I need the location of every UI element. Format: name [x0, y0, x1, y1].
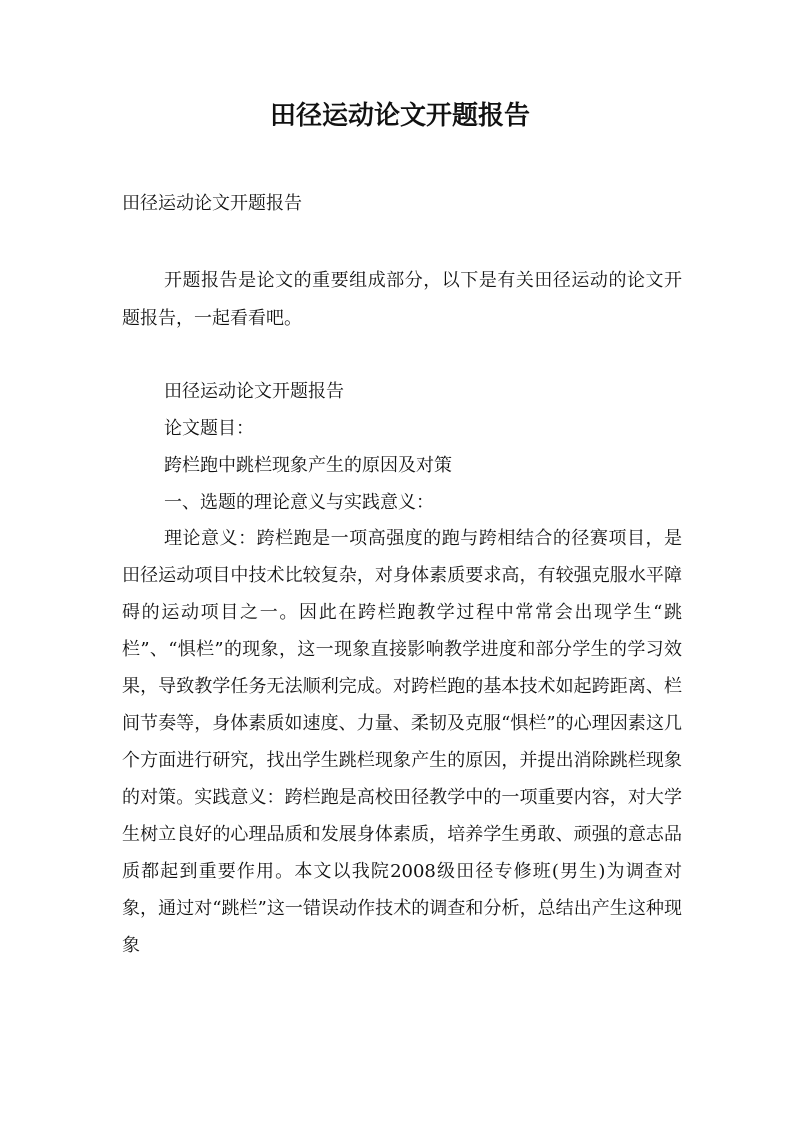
- document-subtitle: 田径运动论文开题报告: [122, 193, 302, 214]
- intro-paragraph: 开题报告是论文的重要组成部分，以下是有关田径运动的论文开题报告，一起看看吧。: [122, 270, 682, 329]
- heading-lines: [122, 373, 682, 521]
- section-line: 田径运动论文开题报告: [164, 381, 344, 402]
- section-heading: 一、选题的理论意义与实践意义：: [164, 492, 434, 513]
- thesis-title-label: 论文题目：: [164, 418, 254, 439]
- document-title: 田径运动论文开题报告: [269, 101, 530, 131]
- thesis-title: 跨栏跑中跳栏现象产生的原因及对策: [164, 455, 452, 476]
- significance-paragraph: 理论意义：跨栏跑是一项高强度的跑与跨相结合的径赛项目，是田径运动项目中技术比较复杂，对身体素质要求高，有较强克服水平障碍的运动项目之一。因此在跨栏跑教学过程中常常会出现学生“跳栏”、“惧栏”的现象，这一现象直接影响教学进度和部分学生的学习效果，导致教学任务无法顺利完成。对跨栏跑的基本技术如起跨距离、栏间节奏等，身体素质如速度、力量、柔韧及克服“惧栏”的心理因素这几个方面进行研究，找出学生跳栏现象产生的原因，并提出消除跳栏现象的对策。实践意义：跨栏跑是高校田径教学中的一项重要内容，对大学生树立良好的心理品质和发展身体素质，培养学生勇敢、顽强的意志品质都起到重要作用。本文以我院2008级田径专修班(男生)为调查对象，通过对“跳栏”这一错误动作技术的调查和分析，总结出产生这种现象: [122, 528, 682, 956]
